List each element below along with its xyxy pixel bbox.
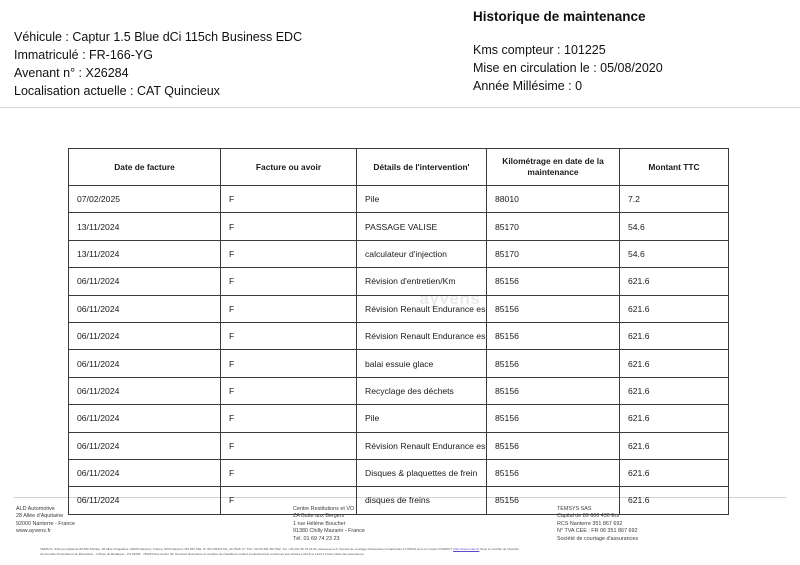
table-row xyxy=(69,213,729,240)
table-row xyxy=(69,268,729,295)
vehicle-info-block xyxy=(14,28,302,100)
cell-amount: 621.6 xyxy=(620,295,729,322)
cell-invoice-type: F xyxy=(221,459,357,486)
footer-company-address: ALD Automotive 28 Allée d'Aquitaine 92000 Nanterre - France www.ayvens.fr xyxy=(16,506,76,535)
cell-details: PASSAGE VALISE xyxy=(357,213,487,240)
cell-date: 06/11/2024 xyxy=(69,377,221,404)
maintenance-history-table-container xyxy=(68,148,728,515)
cell-invoice-type: F xyxy=(221,213,357,240)
first-registration-line: Mise en circulation le : 05/08/2020 xyxy=(473,61,663,75)
table-row xyxy=(69,240,729,267)
table-row xyxy=(69,405,729,432)
table-header xyxy=(69,149,729,186)
registration-line: Immatriculé : FR-166-YG xyxy=(14,48,153,62)
cell-invoice-type: F xyxy=(221,377,357,404)
footer-legal-text xyxy=(40,547,784,556)
cell-mileage: 85156 xyxy=(487,405,620,432)
cell-invoice-type: F xyxy=(221,240,357,267)
cell-details: Révision Renault Endurance es xyxy=(357,322,487,349)
cell-details: Pile xyxy=(357,186,487,213)
table-row xyxy=(69,322,729,349)
cell-mileage: 85156 xyxy=(487,350,620,377)
cell-mileage: 85156 xyxy=(487,432,620,459)
header-divider xyxy=(0,107,800,108)
cell-date: 06/11/2024 xyxy=(69,322,221,349)
maintenance-summary-block xyxy=(473,8,663,95)
cell-details: Pile xyxy=(357,405,487,432)
cell-invoice-type: F xyxy=(221,322,357,349)
footer-legal-entity-info: TEMSYS SAS Capital de 89 606 430 Eur RCS Nanterre 351 867 692 N° TVA CEE : FR 06 351 867 692 Société de courtage d'assurances xyxy=(557,506,639,542)
cell-details: Recyclage des déchets xyxy=(357,377,487,404)
cell-invoice-type: F xyxy=(221,487,357,514)
document-header xyxy=(0,0,800,108)
vehicle-line: Véhicule : Captur 1.5 Blue dCi 115ch Business EDC xyxy=(14,30,303,44)
column-header-amount: Montant TTC xyxy=(620,149,729,186)
cell-date: 06/11/2024 xyxy=(69,459,221,486)
cell-amount: 621.6 xyxy=(620,377,729,404)
column-header-details: Détails de l'intervention' xyxy=(357,149,487,186)
cell-amount: 621.6 xyxy=(620,459,729,486)
maintenance-history-table xyxy=(68,148,729,515)
cell-invoice-type: F xyxy=(221,295,357,322)
legal-text-part-1: TEMSYS, SAS au capital de 89 606 430 Eur, 28 Allée d'Aquitaine, 92000 Nanterre, France, RCS Nanterre 351 867 692, N° IDU FR231721_01Y5G8, N° TVA : FR 06 351 867 692, Tél. +33 (0)1 56 76 18 00, www.ayvens.fr, Société de courtage d'assurance immatriculée à l'ORIAS sous le numéro 07026677 xyxy=(40,547,453,551)
table-row xyxy=(69,186,729,213)
cell-amount: 621.6 xyxy=(620,487,729,514)
column-header-invoice-type: Facture ou avoir xyxy=(221,149,357,186)
orias-link[interactable]: (http://www.orias.fr) xyxy=(453,547,480,551)
cell-details: balai essuie glace xyxy=(357,350,487,377)
cell-date: 06/11/2024 xyxy=(69,350,221,377)
cell-date: 06/11/2024 xyxy=(69,268,221,295)
legal-text-line-2: de Contrôle Prudentiel et de Résolution - 4 Place de Budapest - CS 92459 - 75436 Paris Cedex 09. Données financières et sociétés de chauffeurs routiers professionnels conformes aux articles L413-8 et L213-1 Code Cadre des assurances xyxy=(40,551,364,556)
odometer-line: Kms compteur : 101225 xyxy=(473,43,606,57)
cell-details: Disques & plaquettes de frein xyxy=(357,459,487,486)
location-line: Localisation actuelle : CAT Quincieux xyxy=(14,84,220,98)
table-header-row xyxy=(69,149,729,186)
cell-date: 07/02/2025 xyxy=(69,186,221,213)
legal-text-part-2: Sous le contrôle de l'Autorité xyxy=(479,547,519,551)
cell-amount: 621.6 xyxy=(620,350,729,377)
amendment-line: Avenant n° : X26284 xyxy=(14,66,129,80)
column-header-mileage: Kilométrage en date de la maintenance xyxy=(487,149,620,186)
cell-details: disques de freins xyxy=(357,487,487,514)
cell-date: 06/11/2024 xyxy=(69,405,221,432)
table-row xyxy=(69,350,729,377)
cell-amount: 54.6 xyxy=(620,240,729,267)
table-row xyxy=(69,487,729,514)
cell-mileage: 85170 xyxy=(487,240,620,267)
cell-amount: 621.6 xyxy=(620,405,729,432)
cell-amount: 621.6 xyxy=(620,322,729,349)
cell-mileage: 85156 xyxy=(487,295,620,322)
table-row xyxy=(69,377,729,404)
cell-mileage: 88010 xyxy=(487,186,620,213)
cell-amount: 621.6 xyxy=(620,268,729,295)
table-row xyxy=(69,459,729,486)
cell-details: calculateur d'injection xyxy=(357,240,487,267)
cell-amount: 7.2 xyxy=(620,186,729,213)
cell-details: Révision Renault Endurance es xyxy=(357,295,487,322)
cell-date: 06/11/2024 xyxy=(69,295,221,322)
cell-amount: 621.6 xyxy=(620,432,729,459)
cell-date: 13/11/2024 xyxy=(69,240,221,267)
cell-mileage: 85156 xyxy=(487,322,620,349)
table-body xyxy=(69,186,729,515)
footer-returns-center-address: Centre Restitutions et VO ZA Butte aux Bergers 1 rue Hélène Boucher 91380 Chilly Mazarin - France Tél. 01 69 74 23 23 xyxy=(293,506,365,542)
table-row xyxy=(69,295,729,322)
model-year-line: Année Millésime : 0 xyxy=(473,79,583,93)
cell-invoice-type: F xyxy=(221,186,357,213)
cell-mileage: 85170 xyxy=(487,213,620,240)
cell-mileage: 85156 xyxy=(487,487,620,514)
watermark: ayvens xyxy=(419,289,481,308)
cell-date: 06/11/2024 xyxy=(69,432,221,459)
table-row xyxy=(69,432,729,459)
cell-invoice-type: F xyxy=(221,268,357,295)
cell-details: Révision d'entretien/Km xyxy=(357,268,487,295)
cell-invoice-type: F xyxy=(221,432,357,459)
cell-mileage: 85156 xyxy=(487,377,620,404)
column-header-date: Date de facture xyxy=(69,149,221,186)
cell-mileage: 85156 xyxy=(487,459,620,486)
cell-date: 06/11/2024 xyxy=(69,487,221,514)
cell-amount: 54.6 xyxy=(620,213,729,240)
cell-invoice-type: F xyxy=(221,350,357,377)
page-title: Historique de maintenance xyxy=(473,9,646,24)
cell-invoice-type: F xyxy=(221,405,357,432)
cell-mileage: 85156 xyxy=(487,268,620,295)
cell-details: Révision Renault Endurance es xyxy=(357,432,487,459)
cell-date: 13/11/2024 xyxy=(69,213,221,240)
